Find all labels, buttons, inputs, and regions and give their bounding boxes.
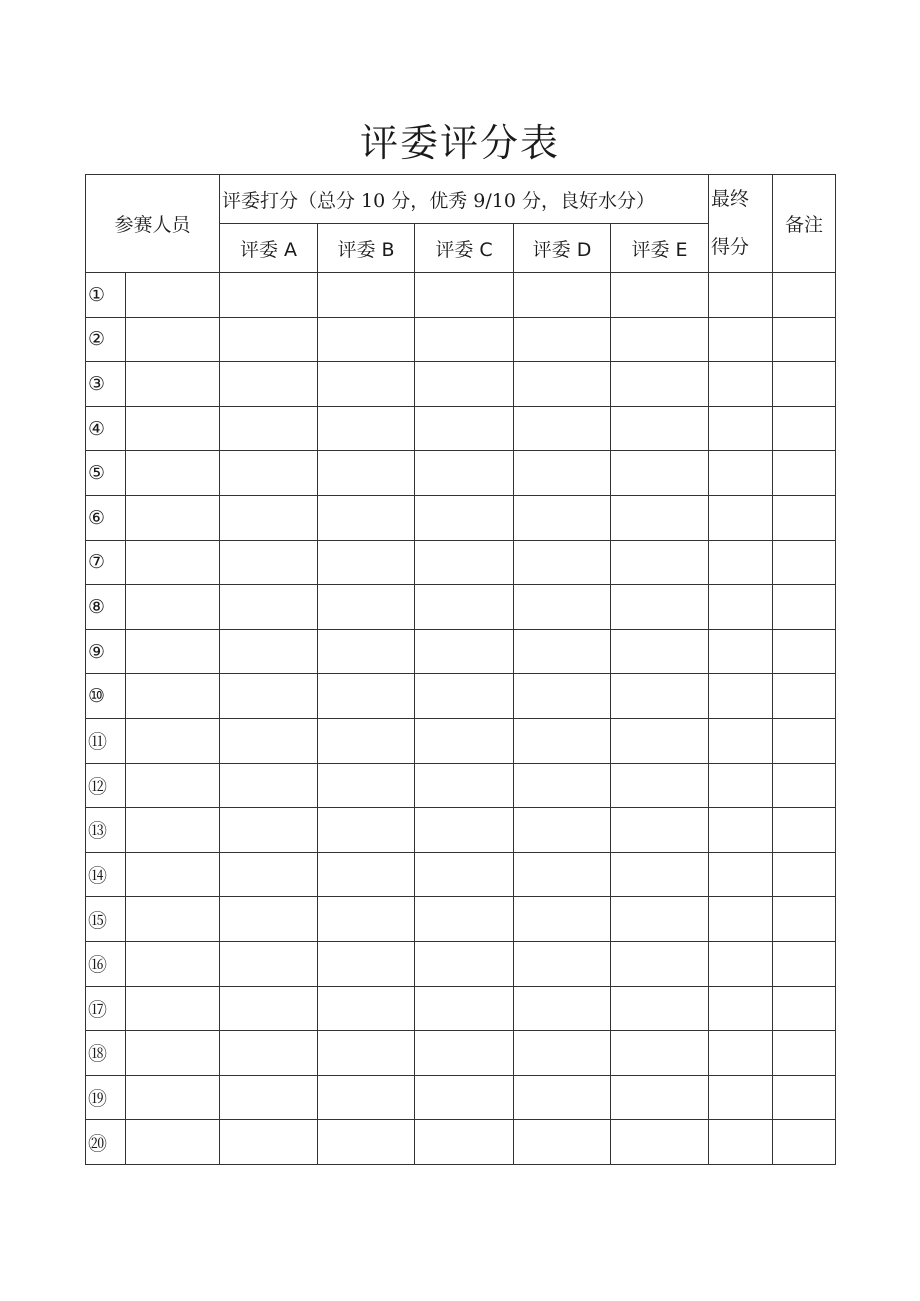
judge-b-score-cell[interactable] [318, 1120, 415, 1165]
judge-c-score-cell[interactable] [415, 1031, 514, 1076]
judge-e-header: 评委 E [611, 224, 709, 273]
final-score-cell[interactable] [709, 495, 773, 540]
judge-b-score-cell[interactable] [318, 629, 415, 674]
final-score-cell[interactable] [709, 674, 773, 719]
final-score-cell[interactable] [709, 273, 773, 318]
judge-a-score-cell[interactable] [220, 852, 318, 897]
table-row [86, 674, 836, 719]
judge-d-score-cell[interactable] [514, 585, 611, 630]
judge-a-score-cell[interactable] [220, 674, 318, 719]
judge-b-score-cell[interactable] [318, 362, 415, 407]
header-row-top [86, 175, 836, 224]
judge-c-score-cell[interactable] [415, 763, 514, 808]
judge-e-score-cell[interactable] [611, 362, 709, 407]
note-cell[interactable] [773, 1075, 836, 1120]
table-row [86, 629, 836, 674]
participant-name-cell[interactable] [126, 1075, 220, 1120]
judge-d-header: 评委 D [514, 224, 611, 273]
judge-a-score-cell[interactable] [220, 1120, 318, 1165]
participant-name-cell[interactable] [126, 585, 220, 630]
judge-e-score-cell[interactable] [611, 852, 709, 897]
judge-b-score-cell[interactable] [318, 451, 415, 496]
note-cell[interactable] [773, 585, 836, 630]
note-cell[interactable] [773, 451, 836, 496]
row-number: ⑤ [86, 451, 126, 496]
participant-name-cell[interactable] [126, 362, 220, 407]
note-cell[interactable] [773, 941, 836, 986]
judge-c-score-cell[interactable] [415, 629, 514, 674]
table-row [86, 986, 836, 1031]
judge-e-score-cell[interactable] [611, 317, 709, 362]
judge-b-score-cell[interactable] [318, 808, 415, 853]
judge-c-score-cell[interactable] [415, 941, 514, 986]
judge-e-score-cell[interactable] [611, 1075, 709, 1120]
note-cell[interactable] [773, 317, 836, 362]
table-row [86, 585, 836, 630]
note-cell[interactable] [773, 1031, 836, 1076]
judge-e-score-cell[interactable] [611, 273, 709, 318]
judge-b-score-cell[interactable] [318, 406, 415, 451]
participants-header: 参赛人员 [86, 175, 220, 273]
judge-d-score-cell[interactable] [514, 540, 611, 585]
judge-a-score-cell[interactable] [220, 540, 318, 585]
participant-name-cell[interactable] [126, 495, 220, 540]
judge-a-score-cell[interactable] [220, 495, 318, 540]
table-row [86, 718, 836, 763]
judge-b-header: 评委 B [318, 224, 415, 273]
note-cell[interactable] [773, 852, 836, 897]
judge-d-score-cell[interactable] [514, 317, 611, 362]
judge-c-score-cell[interactable] [415, 540, 514, 585]
judge-b-score-cell[interactable] [318, 718, 415, 763]
judge-a-score-cell[interactable] [220, 897, 318, 942]
judge-a-score-cell[interactable] [220, 941, 318, 986]
judge-c-score-cell[interactable] [415, 897, 514, 942]
judge-e-score-cell[interactable] [611, 986, 709, 1031]
scoring-header: 评委打分（总分 10 分，优秀 9/10 分，良好水分） [220, 175, 709, 224]
final-score-line1: 最终 [711, 188, 750, 210]
judge-e-score-cell[interactable] [611, 540, 709, 585]
judge-e-score-cell[interactable] [611, 897, 709, 942]
table-row [86, 317, 836, 362]
row-number: ⑧ [86, 585, 126, 630]
judge-e-score-cell[interactable] [611, 1120, 709, 1165]
judge-d-score-cell[interactable] [514, 273, 611, 318]
table-row [86, 1120, 836, 1165]
judge-b-score-cell[interactable] [318, 986, 415, 1031]
judge-c-score-cell[interactable] [415, 273, 514, 318]
row-number: ⑭ [86, 852, 126, 897]
score-table-body [86, 273, 836, 1165]
row-number: ② [86, 317, 126, 362]
participant-name-cell[interactable] [126, 629, 220, 674]
participant-name-cell[interactable] [126, 540, 220, 585]
note-cell[interactable] [773, 540, 836, 585]
judge-c-score-cell[interactable] [415, 495, 514, 540]
judge-b-score-cell[interactable] [318, 540, 415, 585]
judge-d-score-cell[interactable] [514, 362, 611, 407]
judge-c-score-cell[interactable] [415, 317, 514, 362]
judge-a-score-cell[interactable] [220, 1075, 318, 1120]
judge-a-score-cell[interactable] [220, 362, 318, 407]
judge-d-score-cell[interactable] [514, 629, 611, 674]
table-row [86, 1031, 836, 1076]
final-score-cell[interactable] [709, 1031, 773, 1076]
final-score-cell[interactable] [709, 897, 773, 942]
note-cell[interactable] [773, 897, 836, 942]
judge-c-score-cell[interactable] [415, 362, 514, 407]
page-title: 评委评分表 [359, 121, 560, 165]
judge-d-score-cell[interactable] [514, 451, 611, 496]
table-row [86, 406, 836, 451]
judge-a-score-cell[interactable] [220, 406, 318, 451]
row-number: ⑫ [86, 763, 126, 808]
participant-name-cell[interactable] [126, 986, 220, 1031]
note-cell[interactable] [773, 1120, 836, 1165]
final-score-cell[interactable] [709, 629, 773, 674]
judge-b-score-cell[interactable] [318, 852, 415, 897]
judge-d-score-cell[interactable] [514, 674, 611, 719]
judge-b-score-cell[interactable] [318, 273, 415, 318]
judge-c-score-cell[interactable] [415, 406, 514, 451]
judge-d-score-cell[interactable] [514, 1031, 611, 1076]
judge-c-score-cell[interactable] [415, 674, 514, 719]
note-cell[interactable] [773, 629, 836, 674]
note-cell[interactable] [773, 986, 836, 1031]
participant-name-cell[interactable] [126, 941, 220, 986]
judge-c-score-cell[interactable] [415, 852, 514, 897]
judge-c-score-cell[interactable] [415, 718, 514, 763]
table-row [86, 362, 836, 407]
judge-c-score-cell[interactable] [415, 808, 514, 853]
table-row [86, 451, 836, 496]
judge-e-score-cell[interactable] [611, 808, 709, 853]
judge-e-score-cell[interactable] [611, 941, 709, 986]
judge-a-score-cell[interactable] [220, 986, 318, 1031]
judge-e-score-cell[interactable] [611, 674, 709, 719]
table-row [86, 763, 836, 808]
final-score-cell[interactable] [709, 941, 773, 986]
participant-name-cell[interactable] [126, 1120, 220, 1165]
row-number: ③ [86, 362, 126, 407]
judge-b-score-cell[interactable] [318, 495, 415, 540]
final-score-line2: 得分 [711, 236, 750, 258]
judge-e-score-cell[interactable] [611, 495, 709, 540]
note-cell[interactable] [773, 763, 836, 808]
participant-name-cell[interactable] [126, 1031, 220, 1076]
judge-b-score-cell[interactable] [318, 941, 415, 986]
judge-e-score-cell[interactable] [611, 718, 709, 763]
table-row [86, 540, 836, 585]
judge-c-score-cell[interactable] [415, 1120, 514, 1165]
note-cell[interactable] [773, 495, 836, 540]
row-number: ④ [86, 406, 126, 451]
judge-d-score-cell[interactable] [514, 495, 611, 540]
note-cell[interactable] [773, 406, 836, 451]
table-row [86, 273, 836, 318]
row-number: ⑩ [86, 674, 126, 719]
note-cell[interactable] [773, 674, 836, 719]
note-cell[interactable] [773, 362, 836, 407]
participant-name-cell[interactable] [126, 763, 220, 808]
participant-name-cell[interactable] [126, 406, 220, 451]
note-cell[interactable] [773, 808, 836, 853]
table-row [86, 1075, 836, 1120]
judge-a-score-cell[interactable] [220, 451, 318, 496]
judge-a-score-cell[interactable] [220, 1031, 318, 1076]
final-score-header [709, 175, 773, 273]
participant-name-cell[interactable] [126, 317, 220, 362]
judge-b-score-cell[interactable] [318, 585, 415, 630]
judge-e-score-cell[interactable] [611, 763, 709, 808]
table-row [86, 808, 836, 853]
judge-b-score-cell[interactable] [318, 674, 415, 719]
judge-e-score-cell[interactable] [611, 585, 709, 630]
judge-c-score-cell[interactable] [415, 451, 514, 496]
judge-b-score-cell[interactable] [318, 317, 415, 362]
row-number: ⑬ [86, 808, 126, 853]
row-number: ⑪ [86, 718, 126, 763]
final-score-cell[interactable] [709, 763, 773, 808]
judge-c-header: 评委 C [415, 224, 514, 273]
table-row [86, 852, 836, 897]
participant-name-cell[interactable] [126, 852, 220, 897]
judge-b-score-cell[interactable] [318, 1075, 415, 1120]
row-number: ⑱ [86, 1031, 126, 1076]
judge-c-score-cell[interactable] [415, 986, 514, 1031]
judge-e-score-cell[interactable] [611, 451, 709, 496]
row-number: ⑰ [86, 986, 126, 1031]
note-cell[interactable] [773, 273, 836, 318]
participant-name-cell[interactable] [126, 718, 220, 763]
participant-name-cell[interactable] [126, 808, 220, 853]
final-score-cell[interactable] [709, 540, 773, 585]
participant-name-cell[interactable] [126, 273, 220, 318]
judge-d-score-cell[interactable] [514, 718, 611, 763]
judge-a-score-cell[interactable] [220, 585, 318, 630]
row-number: ⑳ [86, 1120, 126, 1165]
judge-e-score-cell[interactable] [611, 1031, 709, 1076]
final-score-cell[interactable] [709, 406, 773, 451]
table-row [86, 495, 836, 540]
row-number: ⑲ [86, 1075, 126, 1120]
judge-a-score-cell[interactable] [220, 718, 318, 763]
final-score-cell[interactable] [709, 362, 773, 407]
note-header: 备注 [773, 175, 836, 273]
final-score-cell[interactable] [709, 852, 773, 897]
final-score-cell[interactable] [709, 718, 773, 763]
row-number: ⑥ [86, 495, 126, 540]
table-row [86, 897, 836, 942]
participant-name-cell[interactable] [126, 451, 220, 496]
final-score-cell[interactable] [709, 1075, 773, 1120]
table-row [86, 941, 836, 986]
final-score-cell[interactable] [709, 808, 773, 853]
judge-c-score-cell[interactable] [415, 1075, 514, 1120]
judge-b-score-cell[interactable] [318, 763, 415, 808]
judge-a-score-cell[interactable] [220, 273, 318, 318]
judge-e-score-cell[interactable] [611, 406, 709, 451]
judge-a-header: 评委 A [220, 224, 318, 273]
judge-a-score-cell[interactable] [220, 808, 318, 853]
judge-d-score-cell[interactable] [514, 763, 611, 808]
judge-d-score-cell[interactable] [514, 1120, 611, 1165]
row-number: ⑮ [86, 897, 126, 942]
judge-d-score-cell[interactable] [514, 941, 611, 986]
judge-a-score-cell[interactable] [220, 763, 318, 808]
judge-a-score-cell[interactable] [220, 629, 318, 674]
judge-e-score-cell[interactable] [611, 629, 709, 674]
row-number: ⑯ [86, 941, 126, 986]
judge-d-score-cell[interactable] [514, 406, 611, 451]
judge-d-score-cell[interactable] [514, 986, 611, 1031]
participant-name-cell[interactable] [126, 674, 220, 719]
judge-d-score-cell[interactable] [514, 897, 611, 942]
final-score-cell[interactable] [709, 317, 773, 362]
judge-b-score-cell[interactable] [318, 897, 415, 942]
final-score-cell[interactable] [709, 1120, 773, 1165]
judge-d-score-cell[interactable] [514, 808, 611, 853]
judge-d-score-cell[interactable] [514, 1075, 611, 1120]
row-number: ① [86, 273, 126, 318]
note-cell[interactable] [773, 718, 836, 763]
final-score-cell[interactable] [709, 585, 773, 630]
judge-a-score-cell[interactable] [220, 317, 318, 362]
final-score-cell[interactable] [709, 451, 773, 496]
judge-d-score-cell[interactable] [514, 852, 611, 897]
row-number: ⑨ [86, 629, 126, 674]
score-table [85, 174, 836, 1165]
final-score-cell[interactable] [709, 986, 773, 1031]
row-number: ⑦ [86, 540, 126, 585]
judge-b-score-cell[interactable] [318, 1031, 415, 1076]
judge-c-score-cell[interactable] [415, 585, 514, 630]
participant-name-cell[interactable] [126, 897, 220, 942]
